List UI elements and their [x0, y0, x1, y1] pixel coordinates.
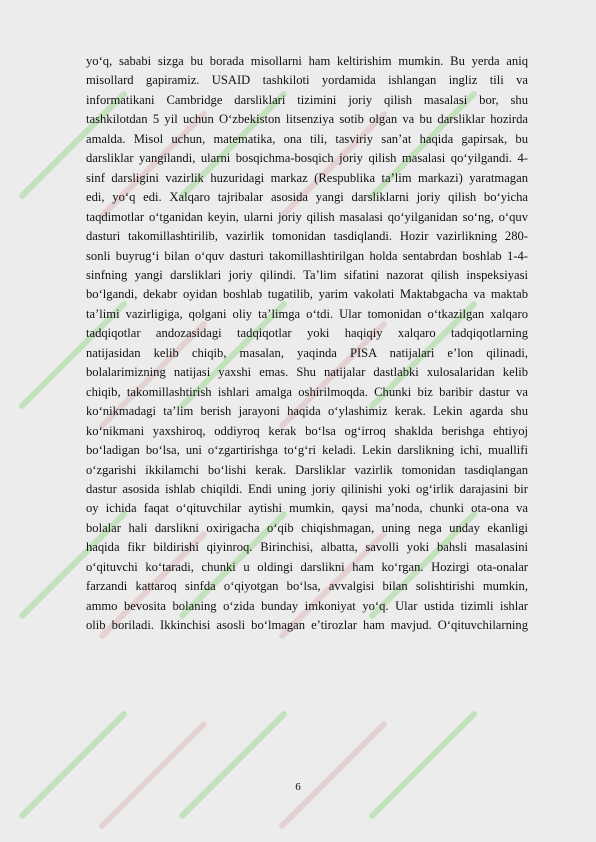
text-line: bolalar hali darslikni oxirigacha o‘qib chiqishmagan, uning nega unday ekanligi: [86, 520, 528, 535]
text-line: olib boriladi. Ikkinchisi asosli bo‘lmagan e’tirozlar ham mavjud. O‘qituvchilarning: [86, 618, 528, 633]
text-line: amalda. Misol uchun, matematika, ona tili, tasviriy san’at haqida gapirsak, bu: [86, 131, 528, 146]
text-line: chiqib, takomillashtirish ishlari amalga oshirilmoqda. Chunki biz baribir dastur va: [86, 384, 528, 399]
text-line: darsliklar yangilandi, ularni bosqichma-bosqich joriy qilish masalasi qo‘yilgandi. 4-: [86, 151, 528, 166]
text-line: ko‘nikmadagi ta’lim berish jarayoni haqida o‘ylashimiz kerak. Lekin agarda shu: [86, 404, 528, 419]
text-line: sonli buyrug‘i bilan o‘quv dasturi takomillashtirilgan holda sentabrdan boshlab 1-4-: [86, 248, 528, 263]
text-line: sinfning yangi darsliklari joriy qilindi. Ta’lim sifatini nazorat qilish inspeksiyasi: [86, 267, 528, 282]
text-line: tashkilotdan 5 yil uchun O‘zbekiston litsenziya sotib olgan va bu darsliklar hozirda: [86, 112, 528, 127]
text-line: o‘zgarishi ikkilamchi bo‘lishi kerak. Darsliklar vazirlik tomonidan tasdiqlangan: [86, 462, 528, 477]
text-line: misollard gapiramiz. USAID tashkiloti yordamida ishlangan ingliz tili va: [86, 73, 528, 88]
text-line: haqida fikr bildirishi qiyinroq. Birinchisi, albatta, savolli yoki bahsli masalasini: [86, 540, 528, 555]
text-line: ta’limi vazirligiga, qolgani oliy ta’limga o‘tdi. Ular tomonidan o‘tkazilgan xalqaro: [86, 306, 528, 321]
text-line: tadqiqotlar andozasidagi tadqiqotlar yoki haqiqiy xalqaro tadqiqotlarning: [86, 326, 528, 341]
text-line: bolalarimizning natijasi yaxshi emas. Shu natijalar dastlabki xulosalaridan kelib: [86, 365, 528, 380]
text-line: ammo bevosita bolaning o‘zida bunday imkoniyat yo‘q. Ular ustida tizimli ishlar: [86, 598, 528, 613]
watermark-mark: [178, 710, 288, 820]
text-line: bo‘ladigan bo‘lsa, uni o‘zgartirishga to‘g‘ri keladi. Lekin darslikning ichi, muallifi: [86, 443, 528, 458]
text-line: bo‘lgandi, dekabr oyidan boshlab tugatilib, yarim vakolati Maktabgacha va maktab: [86, 287, 528, 302]
text-line: o‘qituvchi ko‘taradi, chunki u oldingi darslikni ham ko‘rgan. Hozirgi ota-onalar: [86, 559, 528, 574]
text-line: ko‘nikmani yaxshiroq, oddiyroq kerak bo‘lsa og‘irroq shaklda berishga ehtiyoj: [86, 423, 528, 438]
text-line: natijasidan kelib chiqib, masalan, yaqinda PISA natijalari e’lon qilinadi,: [86, 345, 528, 360]
page-number: 6: [295, 781, 301, 793]
watermark-mark: [98, 720, 208, 830]
text-line: yo‘q, sababi sizga bu borada misollarni ham keltirishim mumkin. Bu yerda aniq: [86, 54, 528, 68]
text-line: dasturi takomillashtirilib, vazirlik tomonidan tasdiqlandi. Hozir vazirlikning 280-: [86, 229, 528, 244]
watermark-mark: [18, 710, 128, 820]
body-paragraph: [86, 52, 528, 636]
text-line: informatikani Cambridge darsliklari tizimini joriy qilish masalasi bor, shu: [86, 92, 528, 107]
text-line: dastur asosida ishlab chiqildi. Endi uning joriy qilinishi yoki og‘irlik darajasini bir: [86, 481, 528, 496]
text-line: oy ichida faqat o‘qituvchilar aytishi mumkin, qaysi ma’noda, chunki ota-ona va: [86, 501, 528, 516]
text-line: edi, yo‘q edi. Xalqaro tajribalar asosida yangi darsliklarni joriy qilish bo‘yicha: [86, 190, 528, 205]
text-line: sinf darsligini vazirlik huzuridagi markaz (Respublika ta’lim markazi) yaratmagan: [86, 170, 528, 185]
text-line: farzandi kattaroq sinfda o‘qiyotgan bo‘lsa, avvalgisi bilan solishtirishi mumkin,: [86, 579, 528, 594]
text-line: taqdimotlar o‘tganidan keyin, ularni joriy qilish masalasi qo‘yilganidan so‘ng, o‘quv: [86, 209, 528, 224]
